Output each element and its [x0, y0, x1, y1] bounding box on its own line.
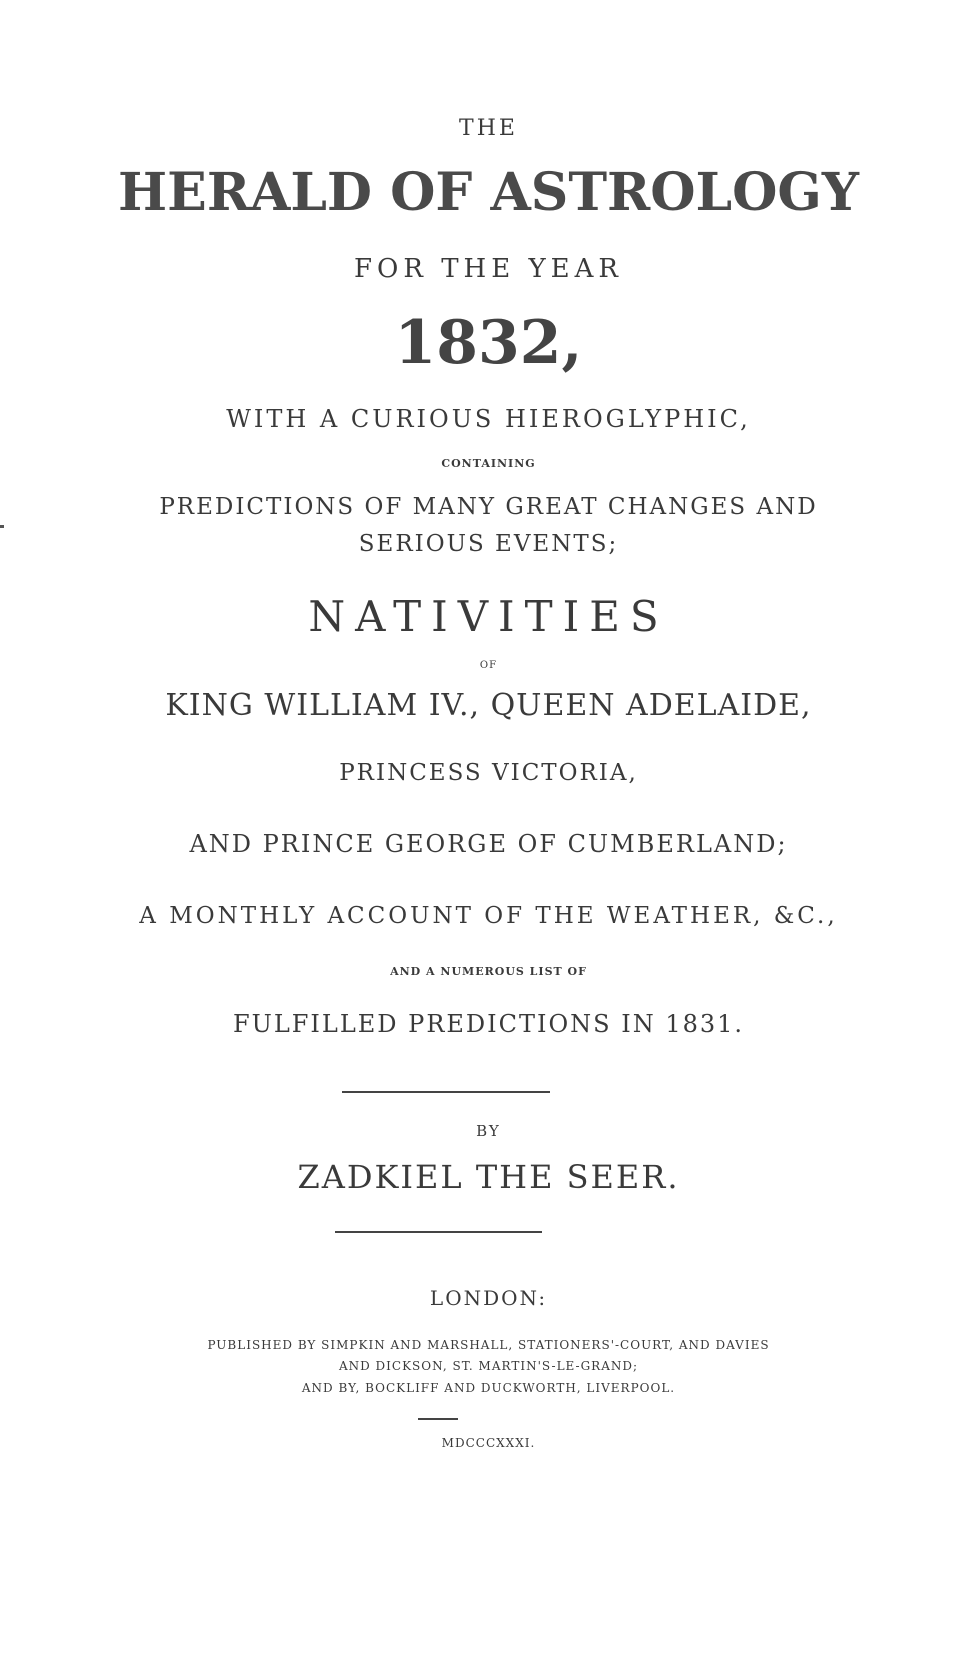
author: ZADKIEL THE SEER.: [297, 1158, 680, 1196]
nativities-heading: NATIVITIES: [308, 592, 669, 641]
of-line: OF: [479, 660, 498, 671]
lower-divider: [335, 1231, 542, 1233]
numerous-list-line: AND A NUMEROUS LIST OF: [390, 965, 587, 978]
containing-line: CONTAINING: [441, 457, 536, 470]
royals-line-1: KING WILLIAM IV., QUEEN ADELAIDE,: [165, 688, 812, 723]
predictions-line-1: PREDICTIONS OF MANY GREAT CHANGES AND: [159, 494, 818, 520]
year: 1832,: [394, 308, 583, 378]
imprint-date: MDCCCXXXI.: [441, 1436, 536, 1450]
imprint-divider: [418, 1418, 458, 1420]
publisher-line-2: AND DICKSON, ST. MARTIN'S-LE-GRAND;: [338, 1359, 639, 1373]
page-edge-speck: [0, 525, 4, 528]
book-title: HERALD OF ASTROLOGY: [118, 162, 859, 223]
fulfilled-predictions-line: FULFILLED PREDICTIONS IN 1831.: [232, 1010, 745, 1038]
royals-line-2: PRINCESS VICTORIA,: [339, 760, 638, 786]
the-line: THE: [459, 116, 518, 141]
by-line: BY: [476, 1122, 501, 1140]
royals-line-3: AND PRINCE GEORGE OF CUMBERLAND;: [189, 830, 788, 858]
publisher-line-3: AND BY, BOCKLIFF AND DUCKWORTH, LIVERPOOL.: [301, 1381, 676, 1395]
publisher-line-1: PUBLISHED BY SIMPKIN AND MARSHALL, STATIONERS'-COURT, AND DAVIES: [207, 1338, 770, 1352]
for-the-year-line: FOR THE YEAR: [354, 254, 623, 284]
imprint-place: LONDON:: [429, 1286, 548, 1310]
hieroglyphic-line: WITH A CURIOUS HIEROGLYPHIC,: [226, 405, 751, 433]
weather-line: A MONTHLY ACCOUNT OF THE WEATHER, &C.,: [139, 903, 838, 929]
upper-divider: [342, 1091, 550, 1093]
predictions-line-2: SERIOUS EVENTS;: [358, 531, 619, 557]
